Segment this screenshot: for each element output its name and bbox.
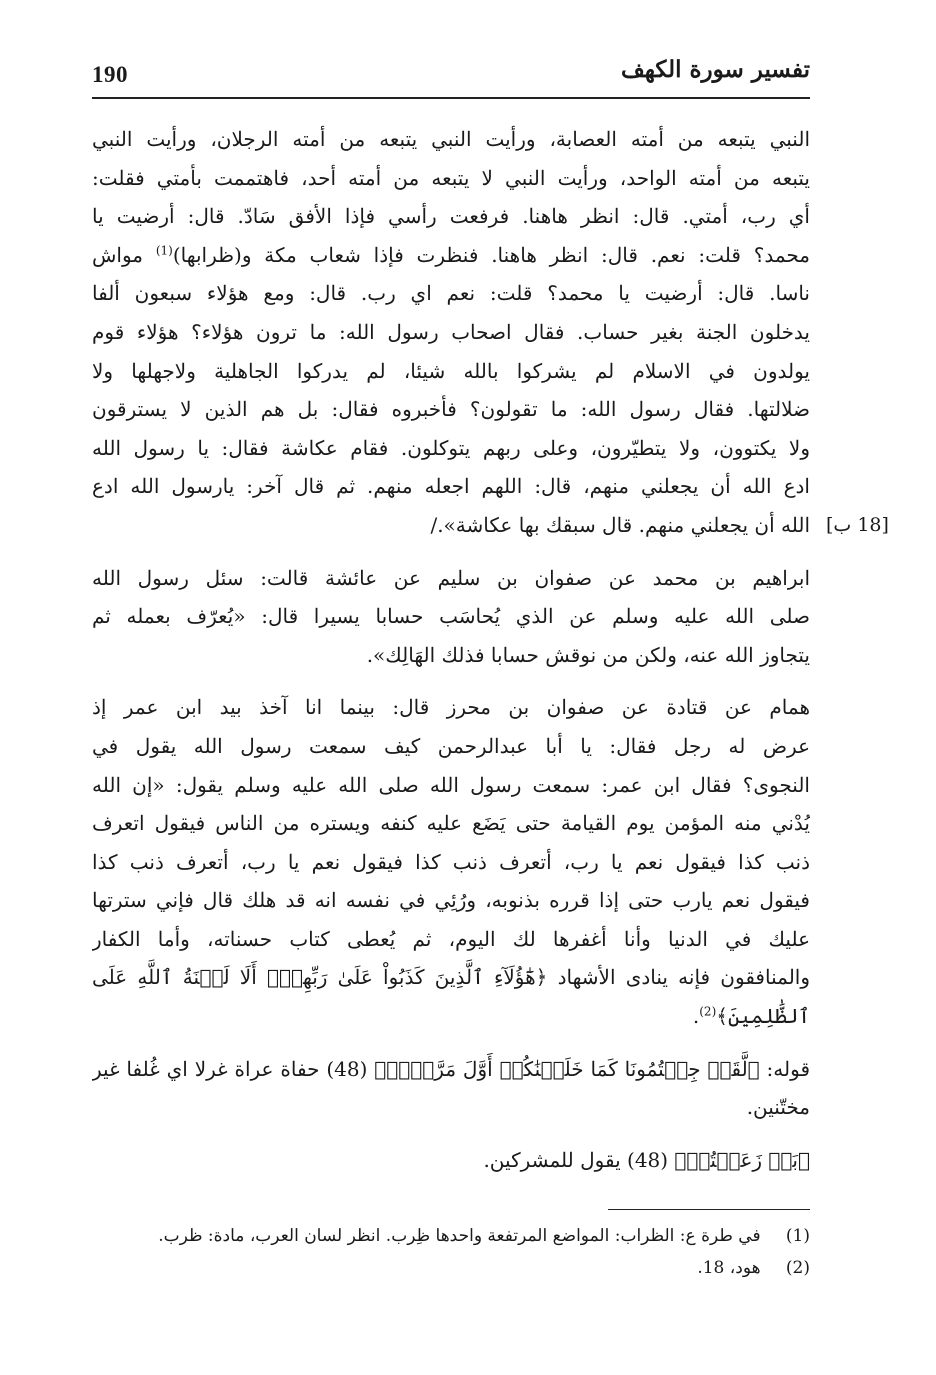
footnote-ref-1[interactable]: (1): [155, 243, 173, 258]
text-segment: ٱلظَّٰلِمِينَ﴾: [716, 1004, 810, 1029]
text-line: فيقول نعم يارب حتى إذا قرره بذنوبه، ورُئِي في نفسه انه قد هلك قال فإني سترتها: [92, 888, 810, 913]
text-line: ادع الله أن يجعلني منهم، قال: اللهم اجعله منهم. ثم قال آخر: يارسول الله ادع: [92, 474, 810, 499]
footnote-2: [92, 1252, 810, 1284]
text-line: عليك في الدنيا وأنا أغفرها لك اليوم، ثم يُعطى كتاب حسناته، وأما الكفار: [92, 926, 810, 951]
footnote-number: (1): [785, 1226, 810, 1246]
text-line: ابراهيم بن محمد عن صفوان بن سليم عن عائشة قالت: سئل رسول الله: [92, 565, 810, 590]
text-line: ولا يكتوون، ولا يتطيّرون، وعلى ربهم يتوكلون. فقام عكاشة فقال: يا رسول الله: [92, 435, 810, 460]
text-segment: محمد؟ قلت: نعم. قال: انظر هاهنا. فنظرت فإذا شعاب مكة و(ظرابها): [172, 242, 810, 267]
text-line: همام عن قتادة عن صفوان بن محرز قال: بينما انا آخذ بيد ابن عمر إذ: [92, 695, 810, 720]
text-line-with-footnote: [92, 236, 810, 275]
footnote-text: في طرة ع: الظراب: المواضع المرتفعة واحدها ظِرب. انظر لسان العرب، مادة: ظرب.: [158, 1226, 761, 1246]
header-rule: [92, 97, 810, 99]
text-line: أي رب، أمتي. قال: انظر هاهنا. فرفعت رأسي فإذا الأفق سَادّ. قال: أرضيت يا: [92, 204, 810, 229]
text-line: عرض له رجل فقال: يا أبا عبدالرحمن كيف سمعت رسول الله يقول في: [92, 733, 810, 758]
margin-folio-note: [18 ب]: [826, 514, 889, 536]
footnotes: [92, 1220, 810, 1284]
text-line: النجوى؟ فقال ابن عمر: سمعت رسول الله صلى الله عليه وسلم يقول: «إن الله: [92, 772, 810, 797]
paragraph-3: [92, 688, 810, 1035]
text-segment: .: [692, 1004, 700, 1029]
footnote-ref-2[interactable]: (2): [699, 1004, 717, 1019]
text-line: صلى الله عليه وسلم عن الذي يُحاسَب حسابا يسيرا قال: «يُعرّف بعمله ثم: [92, 604, 810, 629]
footnote-rule: [608, 1209, 810, 1210]
text-line: يولدون في الاسلام لم يشركوا بالله شيئا، لم يدركوا الجاهلية ولاجهلها ولا: [92, 358, 810, 383]
text-line: ﴿بَلۡ زَعَمۡتُمۡ﴾ (48) يقول للمشركين.: [483, 1147, 810, 1172]
text-line: يدخلون الجنة بغير حساب. فقال اصحاب رسول الله: ما ترون هؤلاء؟ هؤلاء قوم: [92, 319, 810, 344]
paragraph-5: [92, 1141, 810, 1180]
text-line: قوله: ﴿لَّقَدۡ جِئۡتُمُونَا كَمَا خَلَقۡنَٰكُمۡ أَوَّلَ مَرَّةِۢۚ﴾ (48) حفاة عراة غرلا اي غُلفا غير: [92, 1056, 810, 1081]
footnote-number: (2): [785, 1258, 810, 1278]
text-line: النبي يتبعه من أمته العصابة، ورأيت النبي يتبعه من أمته الرجلان، ورأيت النبي: [92, 127, 810, 151]
page-header: [92, 56, 810, 98]
text-line: والمنافقون فإنه ينادى الأشهاد ﴿هَٰٓؤُلَآءِ ٱلَّذِينَ كَذَبُواْ عَلَىٰ رَبِّهِمۡۚ أَلَا لَعۡنَةُ ٱللَّهِ عَلَى: [92, 965, 810, 990]
footnote-text: هود، 18.: [697, 1258, 761, 1278]
text-line: الله أن يجعلني منهم. قال سبقك بها عكاشة»./: [430, 512, 810, 537]
text-line: ضلالتها. فقال رسول الله: ما تقولون؟ فأخبروه فقال: بل هم الذين لا يسترقون: [92, 397, 810, 422]
running-title: تفسير سورة الكهف: [620, 56, 810, 83]
paragraph-1: [92, 120, 810, 545]
text-line: ذنب كذا فيقول نعم يا رب، أتعرف ذنب كذا فيقول نعم يا رب، أتعرف ذنب كذا: [92, 849, 810, 874]
text-segment: مواش: [92, 242, 156, 267]
paragraph-4: [92, 1050, 810, 1127]
body-text: [92, 120, 810, 1179]
text-line: يُدْني منه المؤمن يوم القيامة حتى يَضَع عليه كنفه ويستره من الناس فيقول اتعرف: [92, 811, 810, 836]
text-line: يتجاوز الله عنه، ولكن من نوقش حسابا فذلك الهَالِك».: [366, 642, 810, 667]
text-line: ناسا. قال: أرضيت يا محمد؟ قلت: نعم اي رب. قال: ومع هؤلاء سبعون ألفا: [92, 281, 810, 306]
paragraph-2: [92, 559, 810, 675]
text-line: مختّنين.: [746, 1095, 810, 1120]
footnote-1: [92, 1220, 810, 1252]
page-number: 190: [92, 62, 128, 87]
text-line-with-footnote: [92, 997, 810, 1036]
text-line: يتبعه من أمته الواحد، ورأيت النبي لا يتبعه من أمته أحد، فاهتممت بأمتي فقلت:: [92, 165, 810, 190]
